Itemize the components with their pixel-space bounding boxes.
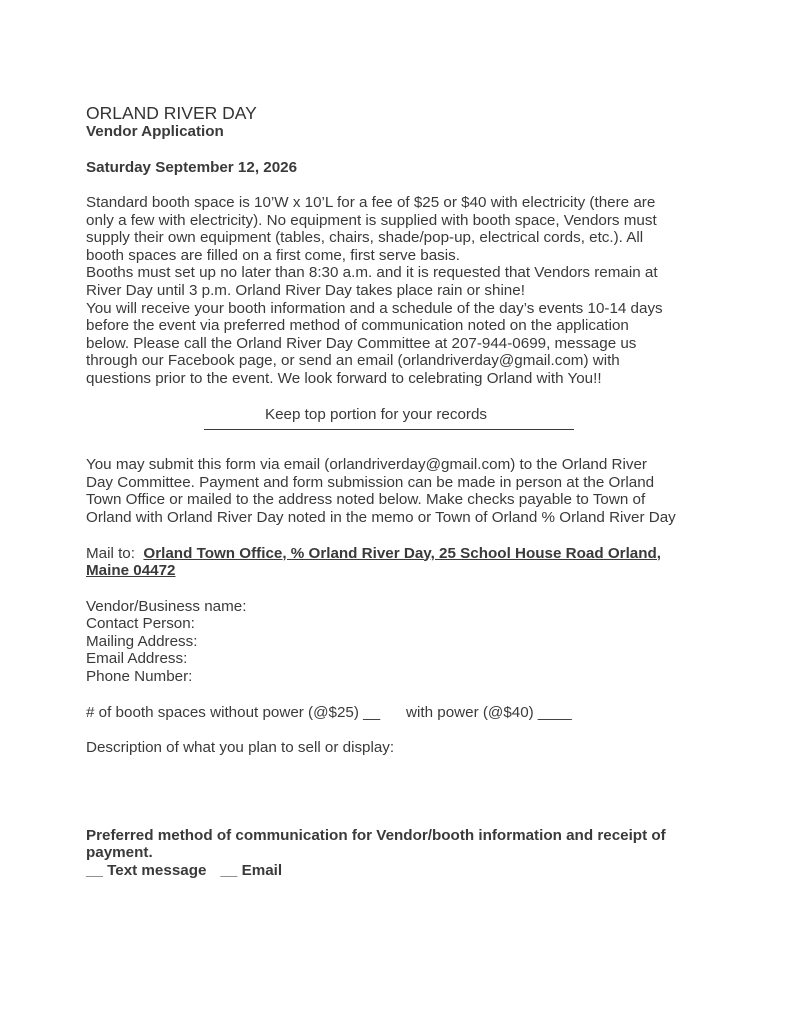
contact-person-field[interactable]: Contact Person:: [86, 615, 195, 633]
submission-line: Day Committee. Payment and form submission can be made in person at the Orland: [86, 473, 655, 491]
preferred-communication-heading: [86, 827, 706, 862]
preferred-communication-line1: Preferred method of communication for Vendor/booth information and receipt of: [86, 826, 666, 844]
mail-to-line: [86, 545, 706, 563]
intro-line: only a few with electricity). No equipment is supplied with booth space, Vendors must: [86, 211, 657, 229]
form-subtitle: Vendor Application: [86, 123, 224, 140]
option-email[interactable]: __ Email: [220, 862, 283, 880]
intro-line: questions prior to the event. We look forward to celebrating Orland with You!!: [86, 369, 602, 387]
event-date: Saturday September 12, 2026: [86, 159, 298, 176]
intro-line: Booths must set up no later than 8:30 a.m. and it is requested that Vendors remain at: [86, 264, 658, 282]
intro-paragraph: [86, 194, 706, 388]
booth-without-power-field[interactable]: # of booth spaces without power (@$25) __: [86, 703, 381, 721]
mail-address-line1: Orland Town Office, % Orland River Day, 25 School House Road Orland,: [143, 544, 662, 562]
mail-to-block: [86, 545, 706, 580]
booth-spaces-row: [86, 704, 706, 722]
intro-line: supply their own equipment (tables, chairs, shade/pop-up, electrical cords, etc.). All: [86, 229, 644, 247]
booth-with-power-field[interactable]: with power (@$40) ____: [406, 703, 572, 721]
mailing-address-field[interactable]: Mailing Address:: [86, 632, 198, 650]
intro-line: River Day until 3 p.m. Orland River Day takes place rain or shine!: [86, 281, 525, 299]
submission-line: Town Office or mailed to the address noted below. Make checks payable to Town of: [86, 491, 646, 509]
submission-paragraph: [86, 456, 706, 526]
intro-line: through our Facebook page, or send an email (orlandriverday@gmail.com) with: [86, 352, 620, 370]
communication-options: [86, 862, 706, 880]
preferred-communication-line2: payment.: [86, 844, 153, 862]
vendor-business-name-field[interactable]: Vendor/Business name:: [86, 597, 247, 615]
mail-address-line2-row: [86, 562, 706, 580]
mail-address-line2: Maine 04472: [86, 562, 176, 580]
mail-to-label: Mail to:: [86, 544, 144, 562]
intro-line: before the event via preferred method of communication noted on the application: [86, 317, 629, 335]
option-text-message[interactable]: __ Text message: [86, 862, 207, 880]
email-address-field[interactable]: Email Address:: [86, 650, 188, 668]
vendor-fields: [86, 598, 706, 686]
description-field[interactable]: Description of what you plan to sell or display:: [86, 739, 395, 757]
intro-line: below. Please call the Orland River Day Committee at 207-944-0699, message us: [86, 334, 637, 352]
event-title: ORLAND RIVER DAY: [86, 103, 257, 123]
intro-line: Standard booth space is 10’W x 10’L for a fee of $25 or $40 with electricity (there are: [86, 194, 656, 211]
submission-line: Orland with Orland River Day noted in the memo or Town of Orland % Orland River Day: [86, 508, 676, 526]
submission-line: You may submit this form via email (orlandriverday@gmail.com) to the Orland River: [86, 456, 647, 474]
intro-line: You will receive your booth information and a schedule of the day’s events 10-14 days: [86, 299, 663, 317]
vendor-application-page: [86, 103, 706, 880]
phone-number-field[interactable]: Phone Number:: [86, 668, 193, 686]
keep-records-note: Keep top portion for your records: [264, 405, 488, 423]
intro-line: booth spaces are filled on a first come, first serve basis.: [86, 246, 460, 264]
tear-off-divider: [204, 429, 574, 430]
